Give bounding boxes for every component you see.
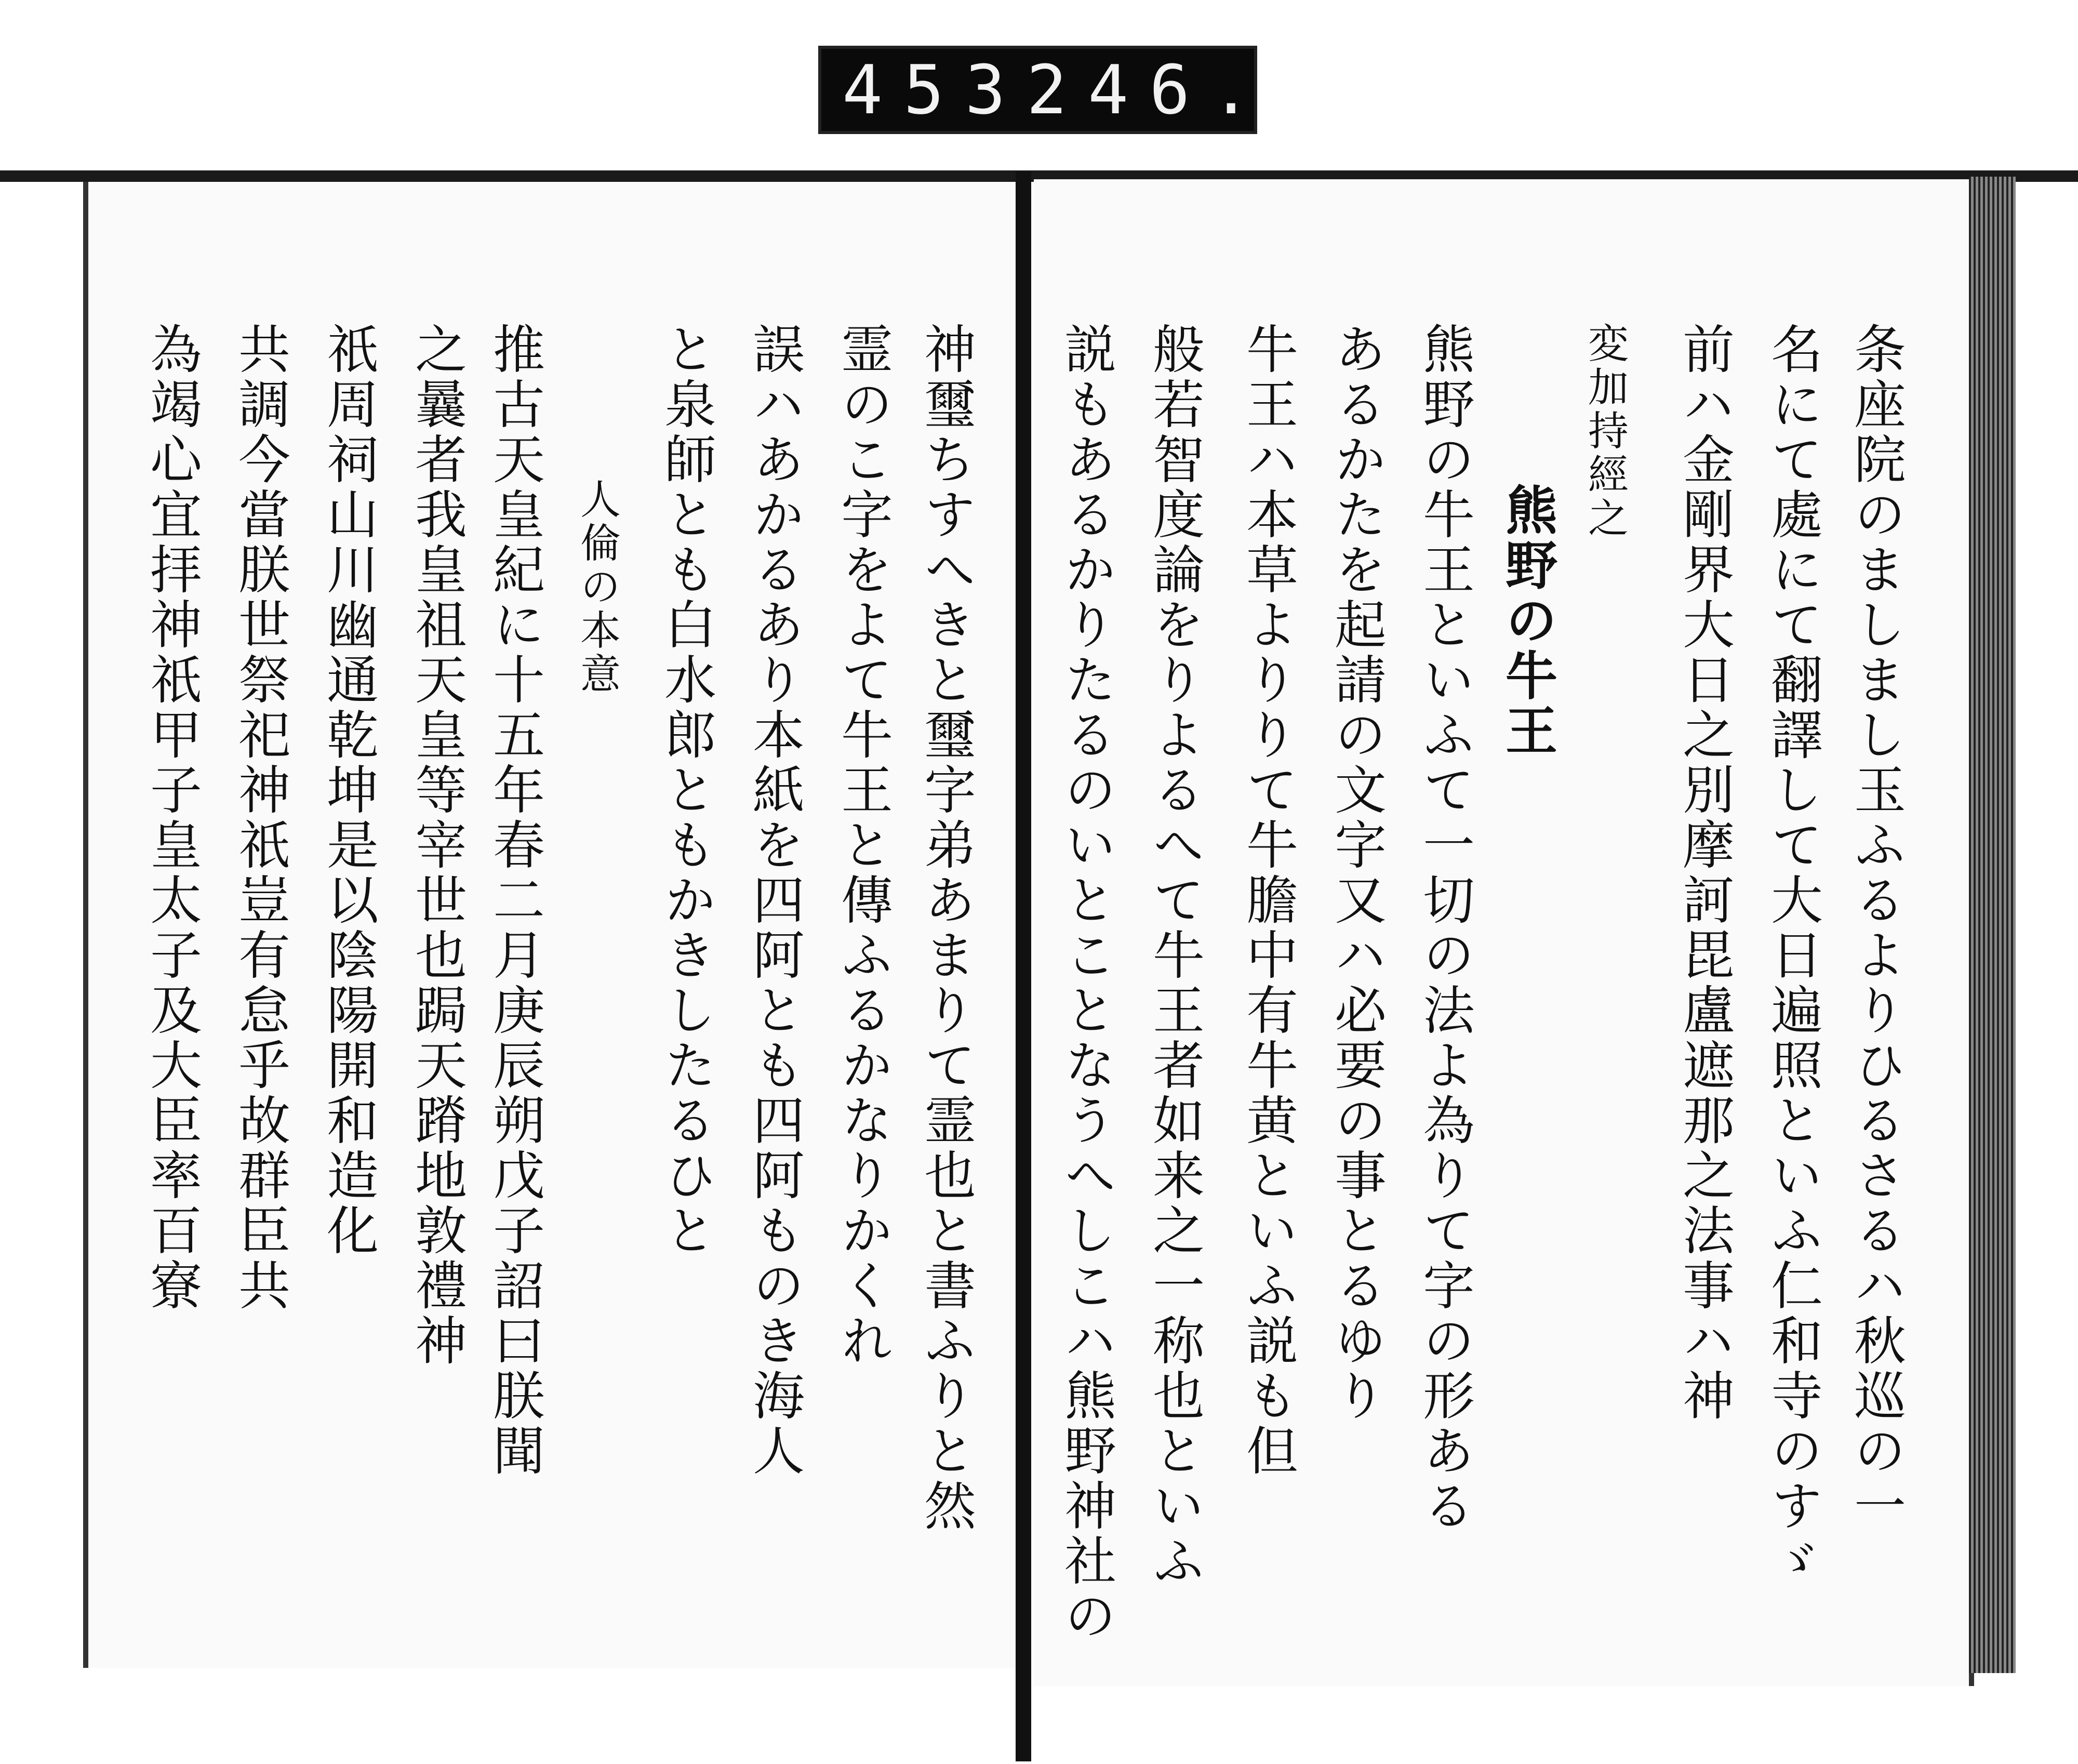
right-page-column: 牛王ハ本草よりりて牛膽中有牛黄といふ説も但: [1237, 322, 1298, 1479]
section-heading: 人倫の本意: [574, 478, 620, 696]
left-page-column: 祇周祠山川幽通乾坤是以陰陽開和造化: [318, 322, 379, 1258]
left-page-column: 推古天皇紀に十五年春二月庚辰朔戊子詔曰朕聞: [484, 322, 545, 1479]
right-page-column: 名にて處にて翻譯して大日遍照といふ仁和寺のすゞ: [1762, 322, 1823, 1589]
left-page-column: 神璽ちすへきと璽字弟あまりて霊也と書ふりと然: [915, 322, 976, 1534]
left-page-column: 之曩者我皇祖天皇等宰世也跼天蹐地敦禮神: [406, 322, 467, 1369]
book-gutter: [1016, 171, 1031, 1761]
right-page-column: 般若智度論をりよるへて牛王者如来之一称也といふ: [1144, 322, 1205, 1589]
page-edges: [1969, 177, 2016, 1673]
archive-number-right: 246.: [1026, 50, 1272, 129]
left-page-column: 共調今當朕世祭祀神祇豈有怠乎故群臣共: [230, 322, 290, 1314]
left-page-column: と泉師とも白水郎ともかきしたるひと: [656, 322, 716, 1258]
right-page-column: 変加持經之: [1581, 322, 1628, 540]
right-page-column: あるかたを起請の文字又ハ必要の事とるゆり: [1326, 322, 1387, 1424]
archive-label: [818, 46, 1272, 134]
left-page-column: 誤ハあかるあり本紙を四阿とも四阿ものき海人: [744, 322, 805, 1479]
right-page-column: 説もあるかりたるのいとことなうへしこハ熊野神社の: [1056, 322, 1116, 1644]
right-page-column: 前ハ金剛界大日之別摩訶毘盧遮那之法事ハ神: [1674, 322, 1735, 1424]
archive-number-left: 453: [842, 50, 1027, 129]
right-page-column: 条座院のましまし玉ふるよりひるさるハ秋巡の一: [1845, 322, 1906, 1534]
left-page-column: 霊のこ字をよて牛王と傳ふるかなりかくれ: [832, 322, 893, 1369]
right-page-column: 熊野の牛王といふて一切の法よ為りて字の形ある: [1414, 322, 1475, 1534]
section-heading: 熊野の牛王: [1497, 483, 1558, 759]
left-page-column: 為竭心宜拝神祇甲子皇太子及大臣率百寮: [141, 322, 202, 1314]
